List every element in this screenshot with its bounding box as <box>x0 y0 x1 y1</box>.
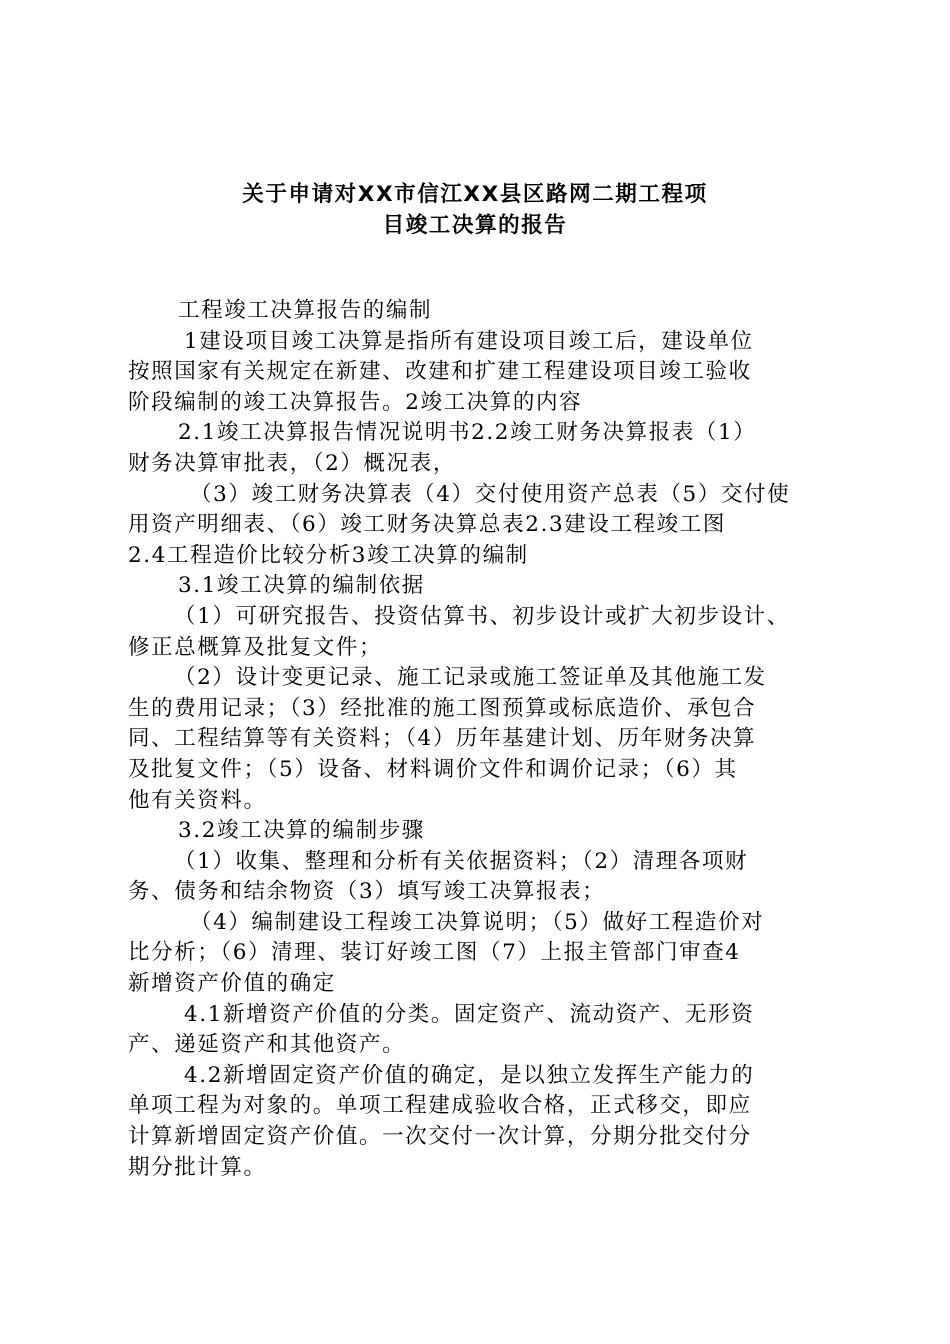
paragraph-line: 同、工程结算等有关资料；（4）历年基建计划、历年财务决算 <box>128 726 757 752</box>
paragraph-line: 新增资产价值的确定 <box>128 971 336 997</box>
paragraph-line: 财务决算审批表，（2）概况表， <box>128 450 456 476</box>
paragraph-line: （2）设计变更记录、施工记录或施工签证单及其他施工发 <box>174 665 767 691</box>
paragraph-line: 阶段编制的竣工决算报告。2竣工决算的内容 <box>128 389 583 415</box>
paragraph-line: 2.4工程造价比较分析3竣工决算的编制 <box>128 542 529 568</box>
paragraph-line: 生的费用记录；（3）经批准的施工图预算或标底造价、承包合 <box>128 695 757 721</box>
paragraph-line: 及批复文件；（5）设备、材料调价文件和调价记录；（6）其 <box>128 756 738 782</box>
paragraph-line: （1）收集、整理和分析有关依据资料；（2）清理各项财 <box>174 848 749 874</box>
paragraph-line: 用资产明细表、（6）竣工财务决算总表2.3建设工程竣工图 <box>128 512 726 538</box>
paragraph-line: 他有关资料。 <box>128 787 267 813</box>
paragraph-line: （1）可研究报告、投资估算书、初步设计或扩大初步设计、 <box>174 603 790 629</box>
paragraph-line: 计算新增固定资产价值。一次交付一次计算，分期分批交付分 <box>128 1124 752 1150</box>
paragraph-line: 4.2新增固定资产价值的确定，是以独立发挥生产能力的 <box>184 1062 755 1088</box>
paragraph-line: 单项工程为对象的。单项工程建成验收合格，正式移交，即应 <box>128 1093 752 1119</box>
paragraph-line: 按照国家有关规定在新建、改建和扩建工程建设项目竣工验收 <box>128 359 752 385</box>
paragraph-line: 4.1新增资产价值的分类。固定资产、流动资产、无形资 <box>184 1001 755 1027</box>
document-title <box>110 180 840 241</box>
document-body <box>128 296 828 1183</box>
paragraph-line: 期分批计算。 <box>128 1154 267 1180</box>
paragraph-line: 产、递延资产和其他资产。 <box>128 1032 406 1058</box>
paragraph-line: 务、债务和结余物资（3）填写竣工决算报表； <box>128 879 606 905</box>
paragraph-line: 修正总概算及批复文件； <box>128 634 383 660</box>
section-heading: 3.2竣工决算的编制步骤 <box>178 818 425 844</box>
paragraph-line: （4）编制建设工程竣工决算说明；（5）做好工程造价对 <box>190 909 765 935</box>
paragraph-line: 比分析；（6）清理、装订好竣工图（7）上报主管部门审查4 <box>128 940 741 966</box>
section-heading: 工程竣工决算报告的编制 <box>178 298 433 323</box>
paragraph-line: 1建设项目竣工决算是指所有建设项目竣工后，建设单位 <box>184 328 754 354</box>
title-line: 关于申请对XX市信江XX县区路网二期工程项 <box>242 182 708 207</box>
paragraph-line: 2.1竣工决算报告情况说明书2.2竣工财务决算报表（1） <box>178 420 757 446</box>
title-line: 目竣工决算的报告 <box>382 212 568 238</box>
paragraph-line: （3）竣工财务决算表（4）交付使用资产总表（5）交付使 <box>190 481 791 507</box>
section-heading: 3.1竣工决算的编制依据 <box>178 573 425 599</box>
